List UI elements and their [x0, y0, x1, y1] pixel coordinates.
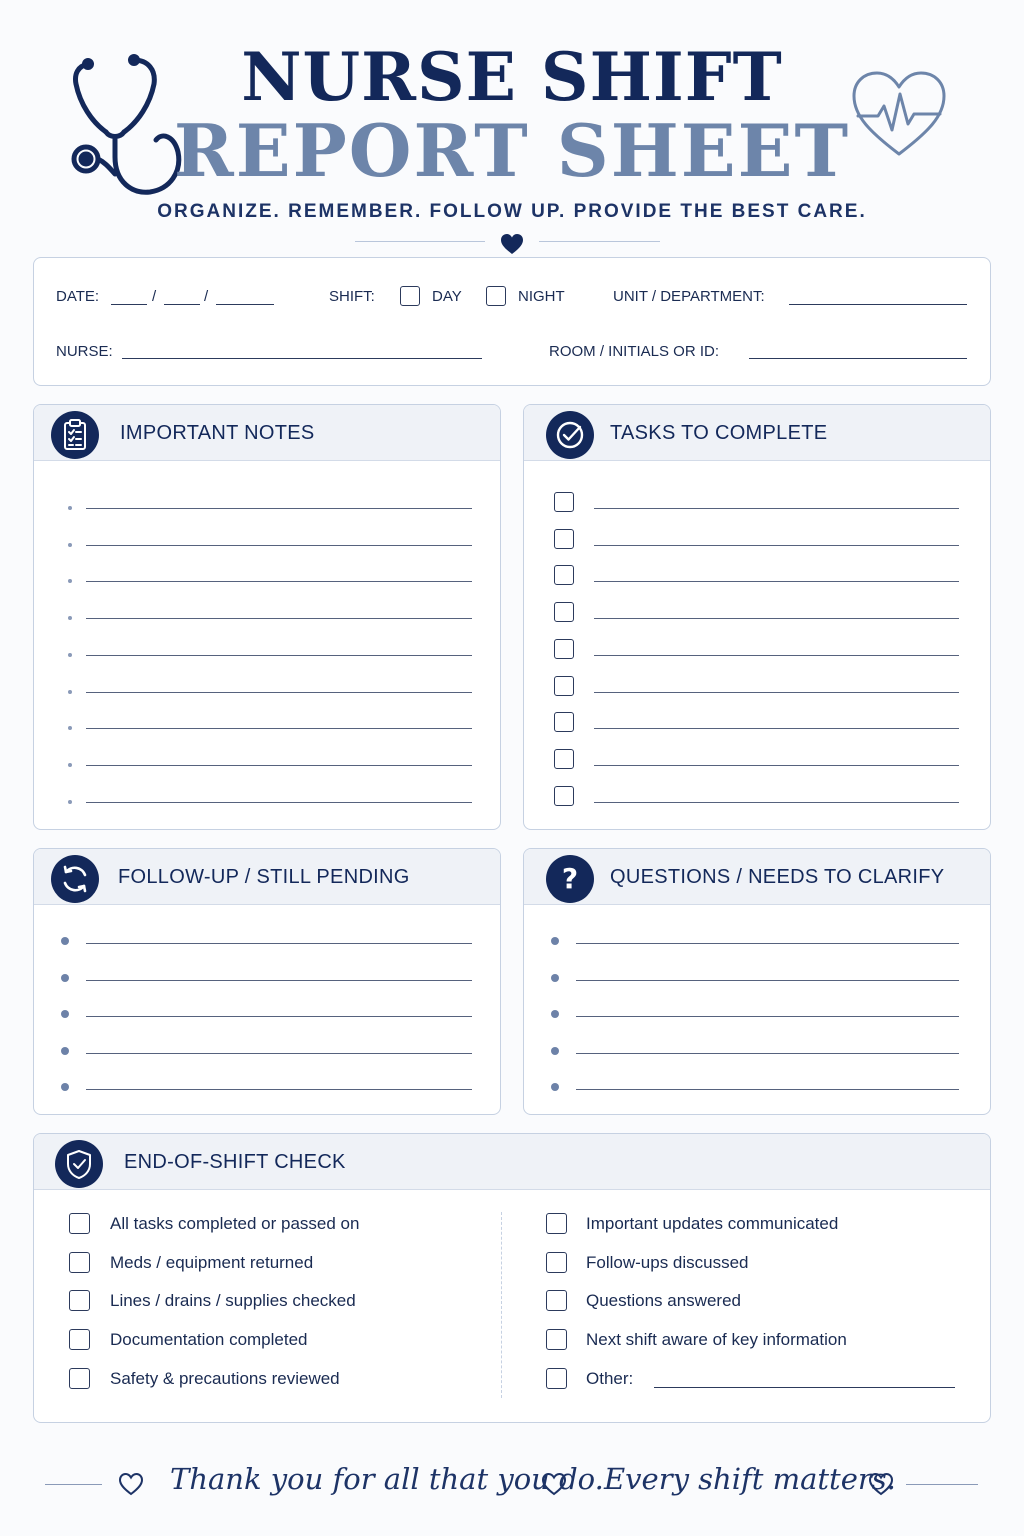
footer-message-1: Thank you for all that you do. — [170, 1462, 604, 1496]
end-check-checkbox[interactable] — [546, 1252, 567, 1273]
nurse-label: NURSE: — [56, 343, 113, 360]
write-line[interactable] — [86, 1053, 472, 1054]
write-line[interactable] — [86, 980, 472, 981]
task-checkbox[interactable] — [554, 492, 574, 512]
end-check-checkbox[interactable] — [69, 1213, 90, 1234]
write-line[interactable] — [594, 655, 959, 656]
write-line[interactable] — [86, 618, 472, 619]
panel-title: FOLLOW-UP / STILL PENDING — [118, 866, 410, 888]
write-line[interactable] — [576, 1053, 959, 1054]
bullet — [68, 579, 72, 583]
end-check-label: All tasks completed or passed on — [110, 1214, 360, 1233]
write-line[interactable] — [594, 618, 959, 619]
panel-header — [524, 405, 990, 461]
tagline: ORGANIZE. REMEMBER. FOLLOW UP. PROVIDE THE BEST CARE. — [157, 201, 867, 222]
page-title-line1: NURSE SHIFT — [241, 38, 783, 116]
write-line[interactable] — [86, 765, 472, 766]
bullet — [61, 1010, 69, 1018]
bullet — [68, 543, 72, 547]
footer-line-right — [906, 1484, 978, 1485]
write-line[interactable] — [594, 728, 959, 729]
task-checkbox[interactable] — [554, 786, 574, 806]
panel-header — [34, 1134, 990, 1190]
panel-header — [34, 849, 500, 905]
page-title-line2: REPORT SHEET — [173, 108, 851, 193]
column-divider — [501, 1212, 502, 1398]
date-day-field[interactable] — [164, 304, 200, 305]
write-line[interactable] — [594, 802, 959, 803]
end-check-label: Documentation completed — [110, 1330, 308, 1350]
footer-message-2: Every shift matters. — [604, 1462, 896, 1496]
end-check-checkbox[interactable] — [546, 1213, 567, 1234]
date-label: DATE: — [56, 288, 100, 305]
bullet — [68, 690, 72, 694]
divider-right — [539, 241, 660, 242]
end-check-checkbox[interactable] — [546, 1329, 567, 1350]
end-check-checkbox[interactable] — [69, 1252, 90, 1273]
panel-title: END-OF-SHIFT CHECK — [124, 1151, 346, 1173]
end-check-label: Questions answered — [586, 1291, 741, 1311]
write-line[interactable] — [86, 508, 472, 509]
date-separator: / — [152, 288, 157, 305]
bullet — [61, 1083, 69, 1091]
refresh-icon — [51, 855, 99, 903]
other-field[interactable] — [654, 1387, 955, 1388]
task-checkbox[interactable] — [554, 639, 574, 659]
end-check-label: Next shift aware of key information — [586, 1330, 847, 1350]
task-checkbox[interactable] — [554, 712, 574, 732]
shift-label: SHIFT: — [329, 288, 375, 305]
bullet — [551, 1010, 559, 1018]
bullet — [61, 974, 69, 982]
important-notes-panel — [33, 404, 501, 830]
shift-night-checkbox[interactable] — [486, 286, 506, 306]
panel-header — [34, 405, 500, 461]
end-check-checkbox[interactable] — [69, 1329, 90, 1350]
write-line[interactable] — [86, 692, 472, 693]
end-check-label: Important updates communicated — [586, 1214, 839, 1233]
date-separator: / — [204, 288, 209, 305]
write-line[interactable] — [576, 943, 959, 944]
shift-day-checkbox[interactable] — [400, 286, 420, 306]
clipboard-icon — [51, 411, 99, 459]
heart-outline-icon — [868, 1472, 894, 1501]
check-circle-icon — [546, 411, 594, 459]
bullet — [68, 653, 72, 657]
divider-left — [355, 241, 485, 242]
task-checkbox[interactable] — [554, 529, 574, 549]
heart-outline-icon — [118, 1472, 144, 1501]
write-line[interactable] — [86, 943, 472, 944]
end-check-checkbox[interactable] — [546, 1290, 567, 1311]
follow-up-panel — [33, 848, 501, 1115]
date-year-field[interactable] — [216, 304, 274, 305]
task-checkbox[interactable] — [554, 602, 574, 622]
shift-night-label: NIGHT — [518, 288, 565, 305]
questions-panel — [523, 848, 991, 1115]
end-check-label: Other: — [586, 1368, 634, 1388]
write-line[interactable] — [86, 545, 472, 546]
bullet — [68, 616, 72, 620]
write-line[interactable] — [594, 765, 959, 766]
room-id-field[interactable] — [749, 358, 967, 359]
end-of-shift-panel — [33, 1133, 991, 1423]
write-line[interactable] — [86, 728, 472, 729]
heart-outline-icon — [541, 1472, 567, 1501]
shift-day-label: DAY — [432, 288, 462, 305]
nurse-field[interactable] — [122, 358, 482, 359]
write-line[interactable] — [86, 655, 472, 656]
room-id-label: ROOM / INITIALS OR ID: — [549, 343, 720, 360]
bullet — [68, 726, 72, 730]
write-line[interactable] — [594, 545, 959, 546]
write-line[interactable] — [594, 692, 959, 693]
bullet — [551, 974, 559, 982]
end-check-checkbox[interactable] — [546, 1368, 567, 1389]
bullet — [68, 506, 72, 510]
end-check-label: Meds / equipment returned — [110, 1252, 314, 1272]
heartbeat-heart-icon — [850, 68, 948, 160]
end-check-label: Safety & precautions reviewed — [110, 1368, 340, 1388]
end-check-label: Lines / drains / supplies checked — [110, 1291, 356, 1311]
write-line[interactable] — [86, 581, 472, 582]
bullet — [551, 937, 559, 945]
unit-department-label: UNIT / DEPARTMENT: — [613, 288, 765, 305]
bullet — [68, 763, 72, 767]
bullet — [61, 937, 69, 945]
bullet — [551, 1083, 559, 1091]
end-check-label: Follow-ups discussed — [586, 1252, 749, 1272]
write-line[interactable] — [576, 1089, 959, 1090]
write-line[interactable] — [576, 980, 959, 981]
write-line[interactable] — [576, 1016, 959, 1017]
panel-title: TASKS TO COMPLETE — [610, 422, 828, 444]
write-line[interactable] — [86, 1016, 472, 1017]
heart-divider-icon — [500, 233, 524, 255]
shield-check-icon — [55, 1140, 103, 1188]
tasks-panel — [523, 404, 991, 830]
task-checkbox[interactable] — [554, 676, 574, 696]
footer-line-left — [45, 1484, 102, 1485]
task-checkbox[interactable] — [554, 749, 574, 769]
unit-department-field[interactable] — [789, 304, 967, 305]
end-check-checkbox[interactable] — [69, 1290, 90, 1311]
end-check-checkbox[interactable] — [69, 1368, 90, 1389]
bullet — [68, 800, 72, 804]
task-checkbox[interactable] — [554, 565, 574, 585]
write-line[interactable] — [594, 508, 959, 509]
date-month-field[interactable] — [111, 304, 147, 305]
write-line[interactable] — [86, 802, 472, 803]
panel-title: QUESTIONS / NEEDS TO CLARIFY — [610, 866, 945, 888]
bullet — [61, 1047, 69, 1055]
panel-title: IMPORTANT NOTES — [120, 422, 315, 444]
svg-text:?: ? — [561, 862, 579, 895]
panel-header — [524, 849, 990, 905]
write-line[interactable] — [86, 1089, 472, 1090]
write-line[interactable] — [594, 581, 959, 582]
shift-info-box — [33, 257, 991, 386]
question-icon — [546, 855, 594, 903]
bullet — [551, 1047, 559, 1055]
